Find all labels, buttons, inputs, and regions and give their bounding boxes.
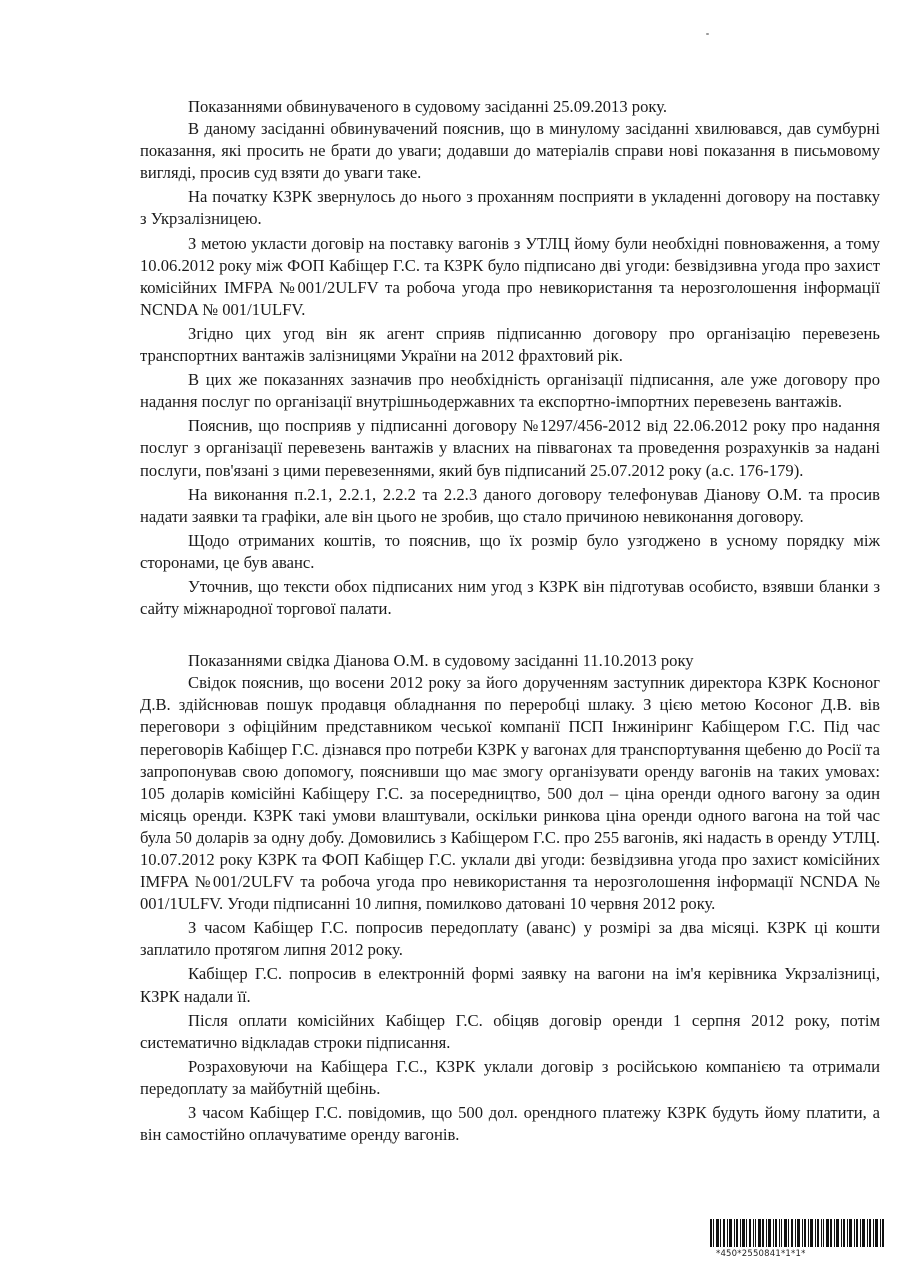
paragraph: З часом Кабіщер Г.С. попросив передоплату (аванс) у розмірі за два місяці. КЗРК ці кошти заплатило протягом липня 2012 року. [140, 918, 880, 960]
paragraph: Кабіщер Г.С. попросив в електронній формі заявку на вагони на ім'я керівника Укрзалізниці, КЗРК надали її. [140, 964, 880, 1006]
paragraph: Пояснив, що посприяв у підписанні договору №1297/456-2012 від 22.06.2012 року про надання послуг з організації перевезень вантажів у власних на піввагонах та проведення розрахунків за надані послуги, пов'язані з цими перевезеннями, який був підписаний 25.07.2012 року (а.с. 176-179). [140, 416, 880, 480]
barcode [710, 1219, 886, 1265]
paragraph: Згідно цих угод він як агент сприяв підписанню договору про організацію перевезень транспортних вантажів залізницями України на 2012 фрахтовий рік. [140, 323, 880, 366]
barcode-number: *450*2550841*1*1* [716, 1249, 806, 1259]
paragraph: На початку КЗРК звернулось до нього з проханням посприяти в укладенні договору на поставку з Укрзалізницею. [140, 187, 880, 229]
paragraph: Свідок пояснив, що восени 2012 року за його дорученням заступник директора КЗРК Косноног Д.В. здійснював пошук продавця обладнання по переробці шлаку. З цією метою Косоног Д.В. вів переговори з офіційним представником чеської компанії ПСП Інжиніринг Кабіщером Г.С. Під час переговорів Кабіщер Г.С. дізнався про потреби КЗРК у вагонах для транспортування щебеню до Росії та запропонував свою допомогу, пояснивши що має змогу організувати оренду вагонів на таких умовах: 105 доларів комісійні Кабіщеру Г.С. за посередництво, 500 дол – ціна оренди одного вагону за один місяць оренди. КЗРК такі умови влаштували, оскільки ринкова ціна оренди одного вагона на той час була 50 доларів за одну добу. Домовились з Кабіщером Г.С. про 255 вагонів, які надасть в оренду УТЛЦ. 10.07.2012 року КЗРК та ФОП Кабіщер Г.С. уклали дві угоди: безвідзивна угода про захист комісійних IMFPA №001/2ULFV та робоча угода про невикористання та нерозголошення інформації NCNDA № 001/1ULFV. Угоди підписанні 10 липня, помилково датовані 10 червня 2012 року. [140, 673, 880, 914]
paragraph: З часом Кабіщер Г.С. повідомив, що 500 дол. орендного платежу КЗРК будуть йому платити, а він самостійно оплачуватиме оренду вагонів. [140, 1103, 880, 1145]
section-gap [140, 622, 880, 650]
document-body [140, 96, 880, 1148]
paragraph: Розраховуючи на Кабіщера Г.С., КЗРК уклали договір з російською компанією та отримали передоплату за майбутній щебінь. [140, 1056, 880, 1098]
section1-heading: Показаннями обвинуваченого в судовому засіданні 25.09.2013 року. [188, 97, 667, 116]
scan-speck [706, 33, 709, 35]
barcode-bars [710, 1219, 886, 1249]
paragraph: Щодо отриманих коштів, то пояснив, що їх розмір було узгоджено в усному порядку між сторонами, це був аванс. [140, 530, 880, 572]
paragraph: Уточнив, що тексти обох підписаних ним угод з КЗРК він підготував особисто, взявши бланки з сайту міжнародної торгової палати. [140, 576, 880, 619]
paragraph: На виконання п.2.1, 2.2.1, 2.2.2 та 2.2.3 даного договору телефонував Діанову О.М. та просив надати заявки та графіки, але він цього не зробив, що стало причиною невиконання договору. [140, 484, 880, 526]
section2-heading: Показаннями свідка Діанова О.М. в судовому засіданні 11.10.2013 року [188, 651, 694, 671]
paragraph: В цих же показаннях зазначив про необхідність організації підписання, але уже договору про надання послуг по організації внутрішньодержавних та експортно-імпортних перевезень вантажів. [140, 370, 880, 412]
paragraph: Після оплати комісійних Кабіщер Г.С. обіцяв договір оренди 1 серпня 2012 року, потім систематично відкладав строки підписання. [140, 1010, 880, 1052]
paragraph: В даному засіданні обвинувачений пояснив, що в минулому засіданні хвилювався, дав сумбурні показання, які просить не брати до уваги; додавши до матеріалів справи нові показання в письмовому вигляді, просив суд взяти до уваги таке. [140, 119, 880, 183]
paragraph: З метою укласти договір на поставку вагонів з УТЛЦ йому були необхідні повноваження, а тому 10.06.2012 року між ФОП Кабіщер Г.С. та КЗРК було підписано дві угоди: безвідзивна угода про захист комісійних IMFPA №001/2ULFV та робоча угода про невикористання та нерозголошення інформації NCNDA № 001/1ULFV. [140, 233, 880, 319]
